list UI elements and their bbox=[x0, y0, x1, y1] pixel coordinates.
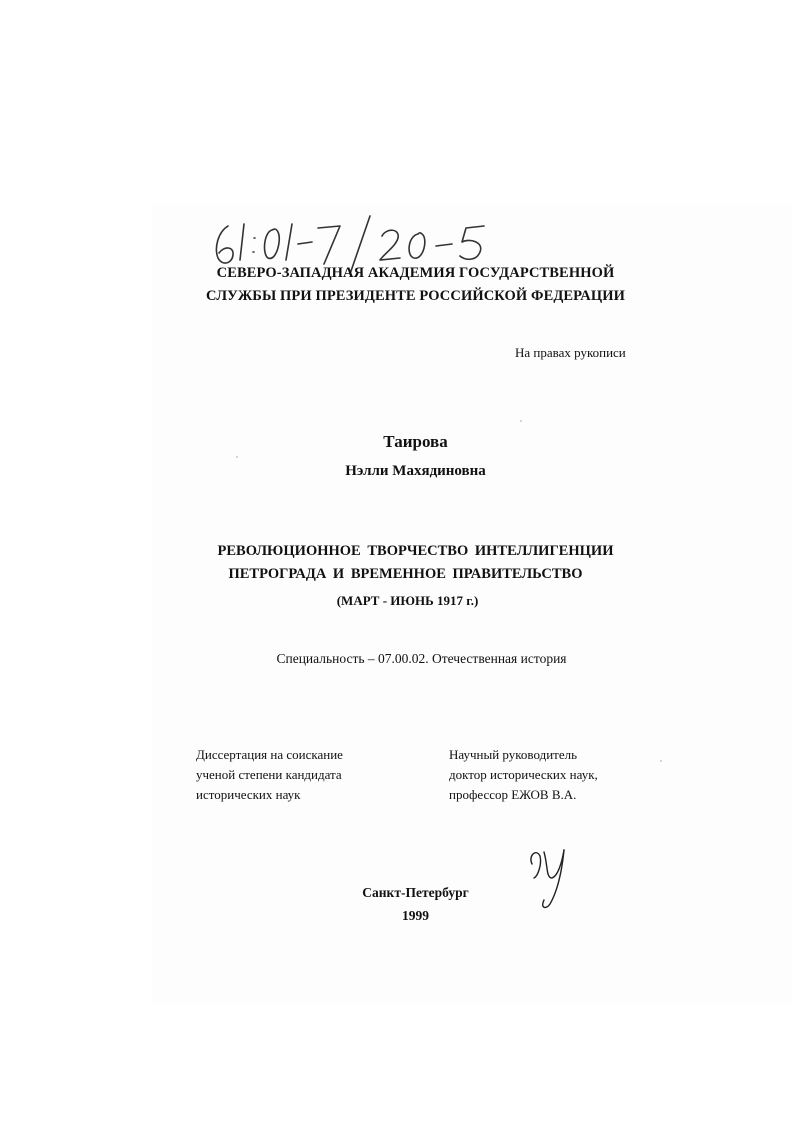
dissertation-degree-block bbox=[196, 745, 343, 805]
dissertation-line-2: ученой степени кандидата bbox=[196, 767, 342, 782]
city: Санкт-Петербург bbox=[362, 885, 469, 900]
supervisor-line-2: доктор исторических наук, bbox=[449, 767, 598, 782]
supervisor-block bbox=[449, 745, 598, 805]
supervisor-line-3: профессор ЕЖОВ В.А. bbox=[449, 787, 577, 802]
author-given-names: Нэлли Махядиновна bbox=[345, 463, 486, 479]
institution-line-1: СЕВЕРО-ЗАПАДНАЯ АКАДЕМИЯ ГОСУДАРСТВЕННОЙ bbox=[216, 265, 615, 281]
specialty-line: Специальность – 07.00.02. Отечественная история bbox=[276, 651, 567, 666]
handwritten-signature bbox=[522, 842, 578, 914]
scan-speck bbox=[660, 760, 662, 762]
supervisor-line-1: Научный руководитель bbox=[449, 747, 578, 762]
author-surname: Таирова bbox=[383, 432, 448, 451]
year: 1999 bbox=[402, 908, 429, 923]
thesis-title-line-1: РЕВОЛЮЦИОННОЕ ТВОРЧЕСТВО ИНТЕЛЛИГЕНЦИИ bbox=[217, 543, 614, 559]
dissertation-line-1: Диссертация на соискание bbox=[196, 747, 343, 762]
thesis-title-line-2: ПЕТРОГРАДА И ВРЕМЕННОЕ ПРАВИТЕЛЬСТВО bbox=[228, 566, 583, 582]
scan-speck bbox=[236, 456, 238, 458]
dissertation-line-3: исторических наук bbox=[196, 787, 301, 802]
manuscript-rights-note: На правах рукописи bbox=[515, 345, 626, 360]
scan-speck bbox=[520, 420, 522, 422]
thesis-title-period: (МАРТ - ИЮНЬ 1917 г.) bbox=[336, 593, 479, 608]
institution-line-2: СЛУЖБЫ ПРИ ПРЕЗИДЕНТЕ РОССИЙСКОЙ ФЕДЕРАЦИИ bbox=[205, 288, 625, 304]
